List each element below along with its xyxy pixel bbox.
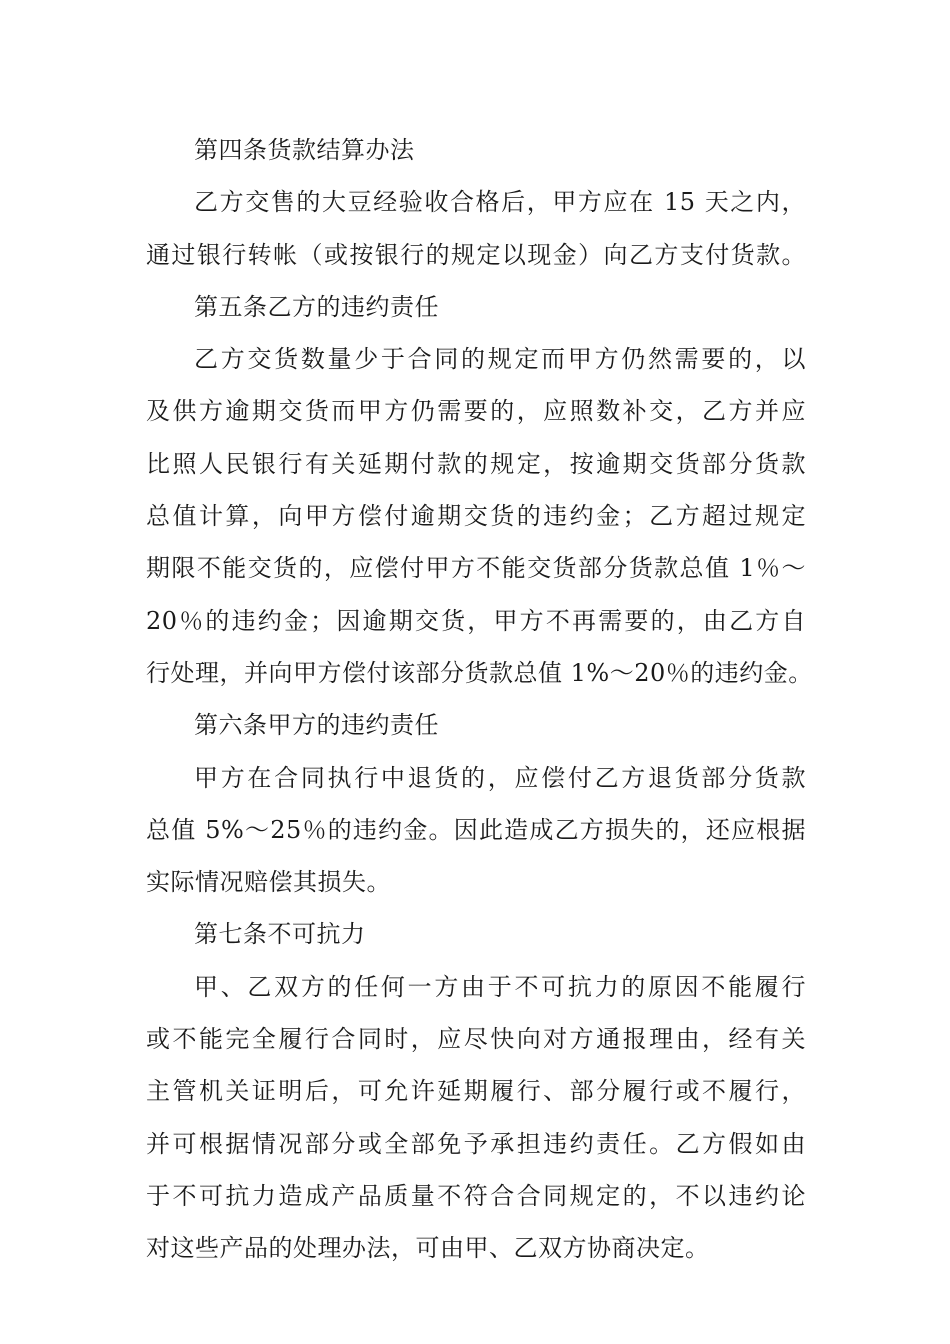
paragraph-line: 或不能完全履行合同时，应尽快向对方通报理由，经有关: [146, 1025, 806, 1054]
paragraph-line: 行处理，并向甲方偿付该部分货款总值 1%～20％的违约金。: [146, 658, 813, 687]
paragraph-line: 比照人民银行有关延期付款的规定，按逾期交货部分货款: [146, 449, 806, 478]
paragraph-line: 甲方在合同执行中退货的，应偿付乙方退货部分货款: [194, 763, 806, 792]
article-4-heading: 第四条货款结算办法: [194, 136, 415, 164]
paragraph-line: 及供方逾期交货而甲方仍需要的，应照数补交，乙方并应: [146, 397, 806, 426]
paragraph-line: 乙方交货数量少于合同的规定而甲方仍然需要的，以: [194, 345, 806, 374]
article-7-heading: 第七条不可抗力: [194, 920, 366, 949]
paragraph-line: 通过银行转帐（或按银行的规定以现金）向乙方支付货款。: [146, 240, 806, 269]
article-5-heading: 第五条乙方的违约责任: [194, 292, 439, 321]
paragraph-line: 于不可抗力造成产品质量不符合合同规定的，不以违约论: [146, 1181, 806, 1210]
article-6-heading: 第六条甲方的违约责任: [194, 711, 439, 740]
paragraph-line: 主管机关证明后，可允许延期履行、部分履行或不履行，: [146, 1077, 806, 1106]
paragraph-line: 期限不能交货的，应偿付甲方不能交货部分货款总值 1％～: [146, 554, 806, 583]
paragraph-line: 总值 5%～25％的违约金。因此造成乙方损失的，还应根据: [146, 815, 806, 844]
paragraph-line: 20％的违约金；因逾期交货，甲方不再需要的，由乙方自: [146, 606, 806, 635]
paragraph-line: 实际情况赔偿其损失。: [146, 868, 391, 897]
paragraph-line: 总值计算，向甲方偿付逾期交货的违约金；乙方超过规定: [146, 502, 806, 531]
paragraph-line: 甲、乙双方的任何一方由于不可抗力的原因不能履行: [194, 972, 806, 1001]
paragraph-line: 并可根据情况部分或全部免予承担违约责任。乙方假如由: [146, 1129, 806, 1158]
paragraph-line: 对这些产品的处理办法，可由甲、乙双方协商决定。: [146, 1234, 710, 1263]
contract-text: [146, 124, 813, 1275]
paragraph-line: 乙方交售的大豆经验收合格后，甲方应在 15 天之内，: [194, 188, 806, 217]
